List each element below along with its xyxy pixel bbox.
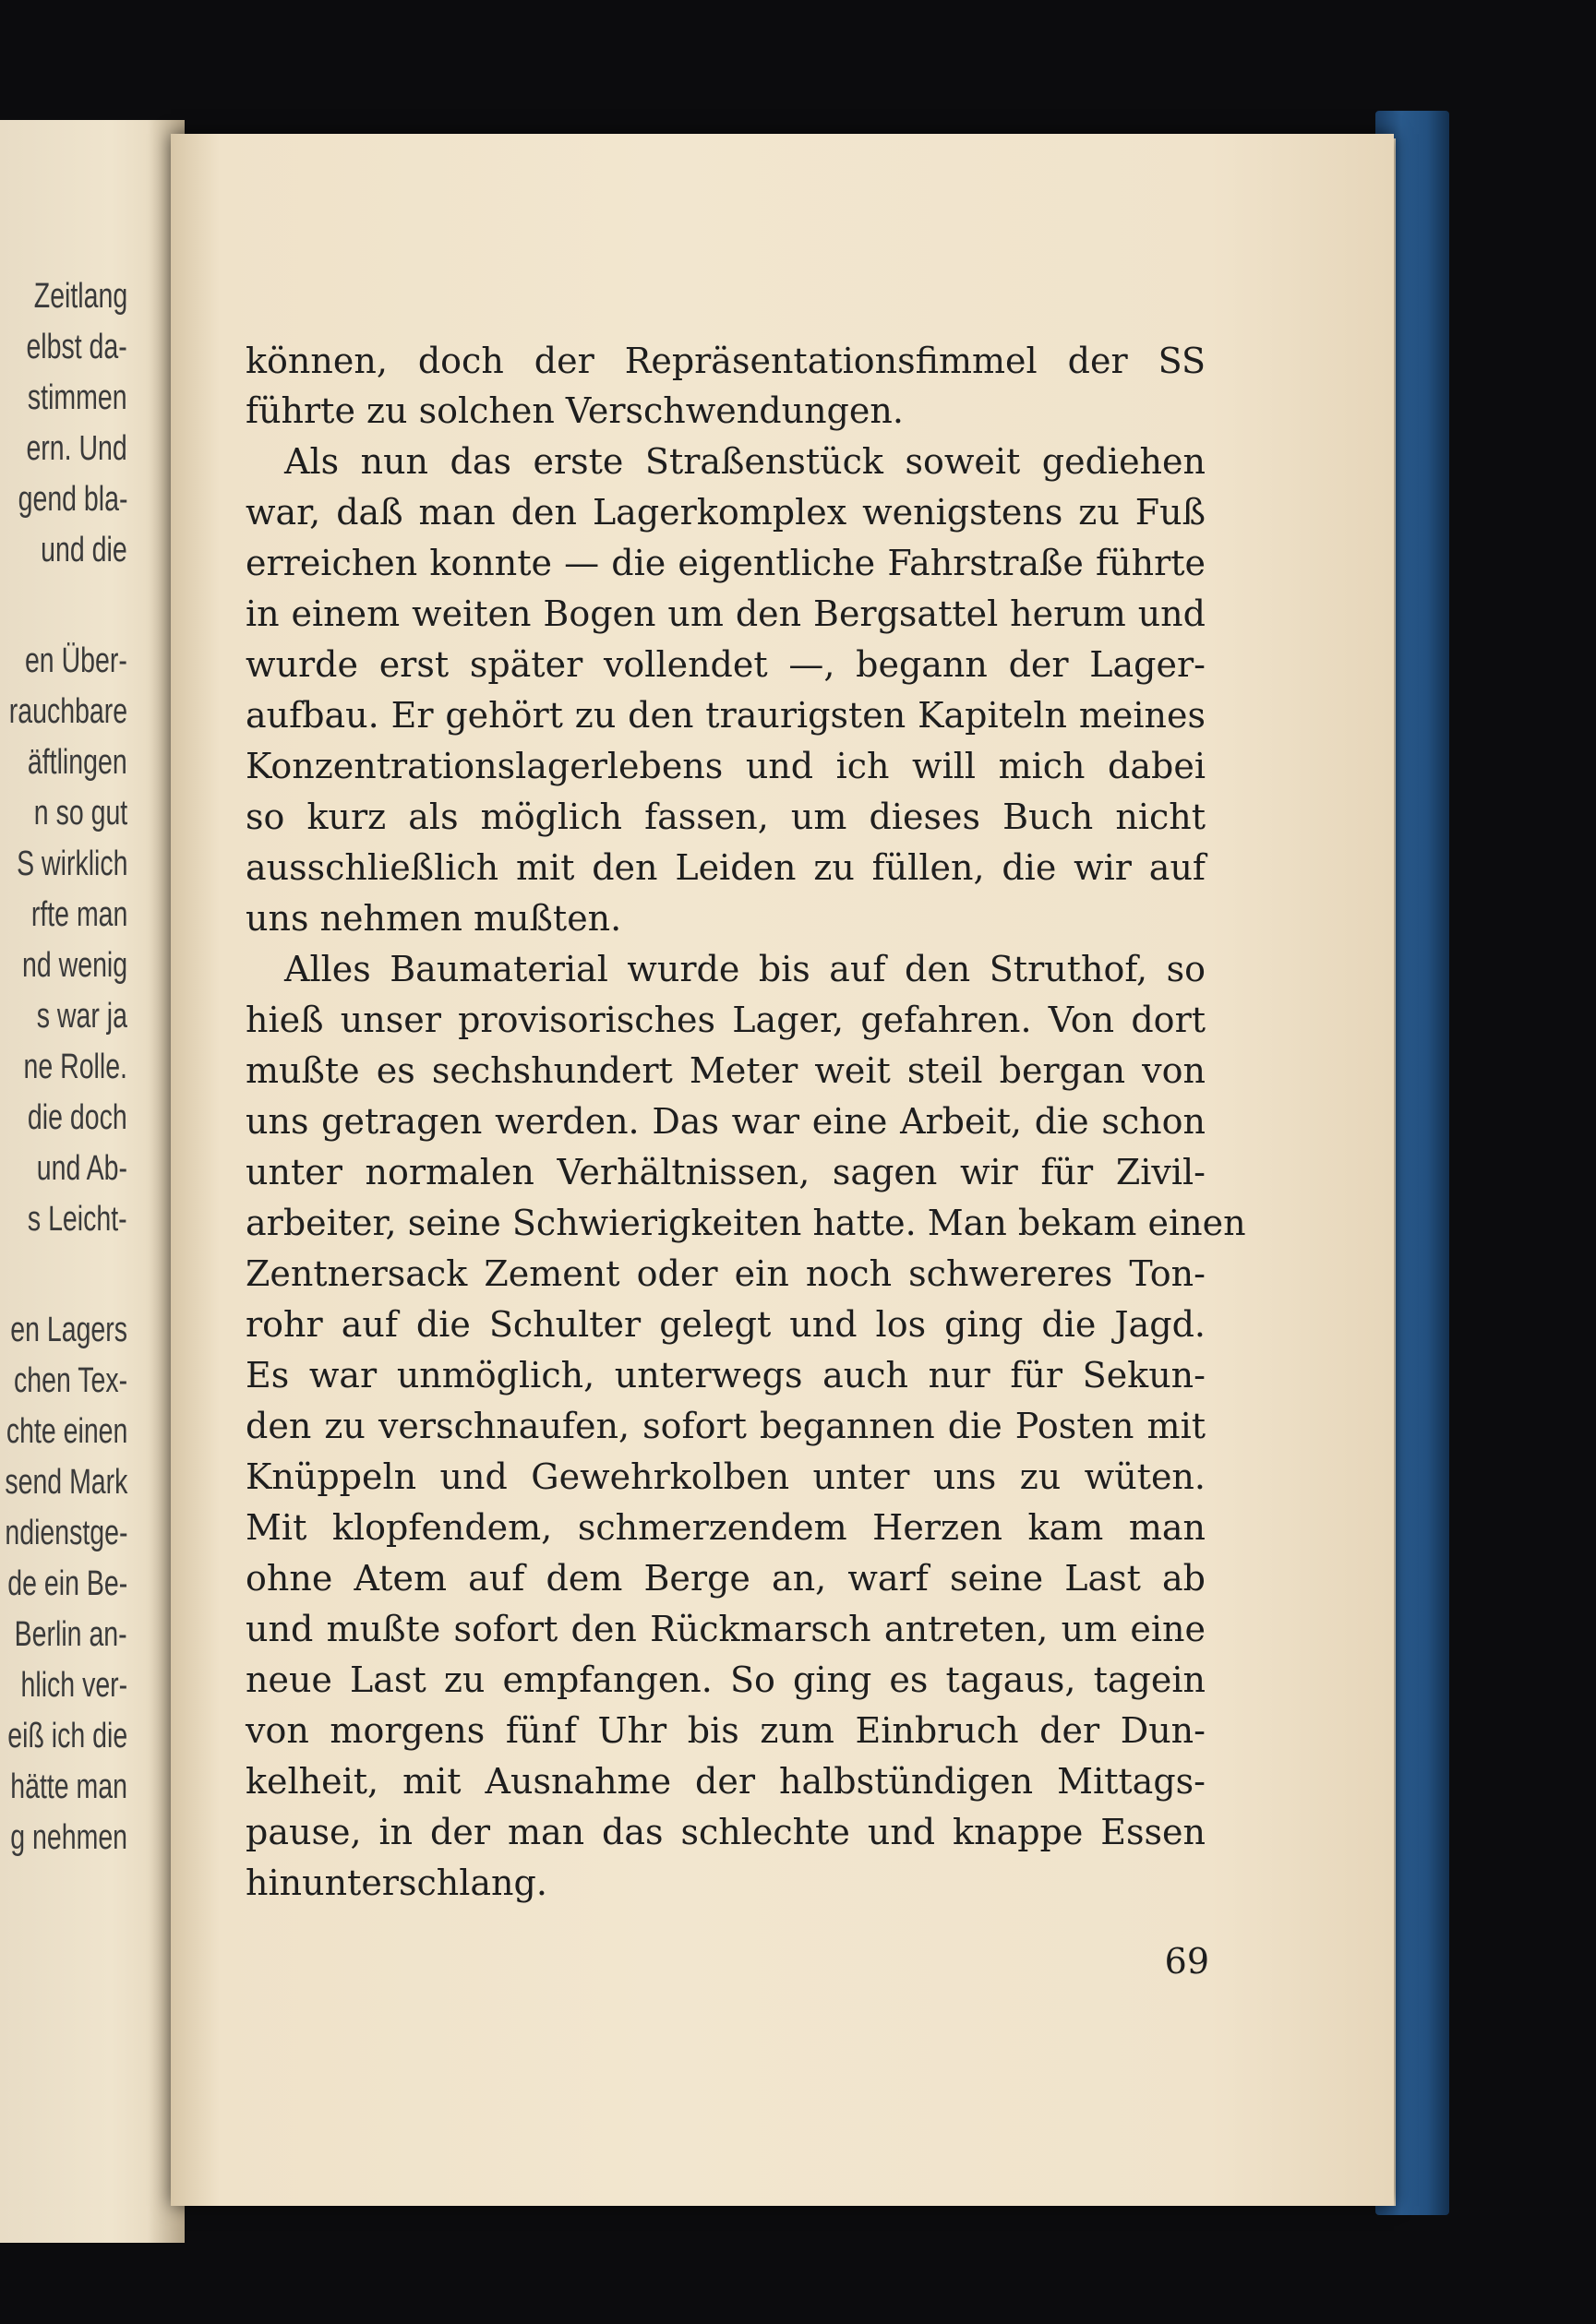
left-page-line: g nehmen [10, 1818, 127, 1857]
left-page-line: äftlingen [28, 743, 127, 782]
left-page-line: hätte man [10, 1767, 127, 1806]
left-page-line: chte einen [6, 1412, 127, 1451]
text-line: hinunterschlang. [246, 1863, 547, 1903]
left-page-line: die doch [28, 1098, 127, 1137]
left-page-line: s war ja [36, 997, 127, 1036]
left-page-line: en Lagers [10, 1311, 127, 1349]
left-page-line: S wirklich [16, 845, 127, 883]
left-page-line: chen Tex- [13, 1361, 127, 1400]
text-line: Knüppeln und Gewehrkolben unter uns zu wüten. [246, 1456, 1206, 1497]
left-page-line: hlich ver- [20, 1666, 127, 1705]
text-line: pause, in der man das schlechte und knappe Essen [246, 1812, 1206, 1852]
text-line: in einem weiten Bogen um den Bergsattel herum und [246, 593, 1206, 634]
left-facing-page [0, 120, 185, 2243]
left-page-line: gend bla- [18, 480, 127, 519]
left-page-line: send Mark [4, 1463, 127, 1502]
left-page-line: und die [41, 531, 127, 569]
text-line: uns nehmen mußten. [246, 898, 622, 939]
text-line: ohne Atem auf dem Berge an, warf seine Last ab [246, 1558, 1206, 1599]
text-line: so kurz als möglich fassen, um dieses Buch nicht [246, 797, 1206, 837]
left-page-line: rfte man [30, 895, 127, 934]
text-line: kelheit, mit Ausnahme der halbstündigen Mittags- [246, 1761, 1206, 1802]
text-line: neue Last zu empfangen. So ging es tagaus, tagein [246, 1659, 1206, 1700]
text-line: Konzentrationslagerlebens und ich will mich dabei [246, 746, 1206, 786]
text-line: uns getragen werden. Das war eine Arbeit, die schon [246, 1101, 1206, 1142]
text-line: Es war unmöglich, unterwegs auch nur für Sekun- [246, 1355, 1206, 1396]
text-line: den zu verschnaufen, sofort begannen die Posten mit [246, 1406, 1206, 1446]
text-line: Als nun das erste Straßenstück soweit gediehen [284, 441, 1206, 482]
left-page-line: ne Rolle. [23, 1048, 127, 1086]
left-page-line: rauchbare [8, 692, 127, 731]
text-line: können, doch der Repräsentationsfimmel der SS [246, 341, 1206, 381]
text-line: arbeiter, seine Schwierigkeiten hatte. Man bekam einen [246, 1203, 1246, 1243]
left-page-line: eiß ich die [7, 1717, 127, 1755]
text-line: rohr auf die Schulter gelegt und los ging die Jagd. [246, 1304, 1206, 1345]
left-page-line: elbst da- [26, 328, 127, 366]
text-line: Alles Baumaterial wurde bis auf den Struthof, so [284, 949, 1206, 989]
text-line: hieß unser provisorisches Lager, gefahren. Von dort [246, 1000, 1206, 1040]
left-page-line: und Ab- [36, 1149, 127, 1188]
left-page-line: stimmen [28, 378, 127, 417]
left-page-line: ern. Und [26, 429, 127, 468]
left-page-line: de ein Be- [7, 1564, 127, 1603]
text-line: Zentnersack Zement oder ein noch schwereres Ton- [246, 1253, 1206, 1294]
text-line: wurde erst später vollendet —, begann der Lager- [246, 644, 1206, 685]
text-line: und mußte sofort den Rückmarsch antreten, um eine [246, 1609, 1206, 1649]
text-line: aufbau. Er gehört zu den traurigsten Kapiteln meines [246, 695, 1206, 736]
left-page-line: Zeitlang [33, 277, 127, 316]
text-line: unter normalen Verhältnissen, sagen wir für Zivil- [246, 1152, 1206, 1192]
left-page-line: en Über- [25, 641, 127, 680]
left-page-line: s Leicht- [28, 1200, 127, 1239]
text-line: erreichen konnte — die eigentliche Fahrstraße führte [246, 543, 1206, 583]
text-line: ausschließlich mit den Leiden zu füllen, die wir auf [246, 847, 1206, 888]
left-page-line: Berlin an- [15, 1615, 127, 1654]
text-line: Mit klopfendem, schmerzendem Herzen kam man [246, 1507, 1206, 1548]
text-line: von morgens fünf Uhr bis zum Einbruch der Dun- [246, 1710, 1206, 1751]
text-line: führte zu solchen Verschwendungen. [246, 390, 904, 431]
left-page-line: nd wenig [21, 946, 127, 985]
text-line: war, daß man den Lagerkomplex wenigstens zu Fuß [246, 492, 1206, 533]
text-line: mußte es sechshundert Meter weit steil bergan von [246, 1050, 1206, 1091]
left-page-line: n so gut [33, 794, 127, 833]
page-number: 69 [1164, 1941, 1209, 1982]
left-page-line: ndienstge- [4, 1514, 127, 1552]
